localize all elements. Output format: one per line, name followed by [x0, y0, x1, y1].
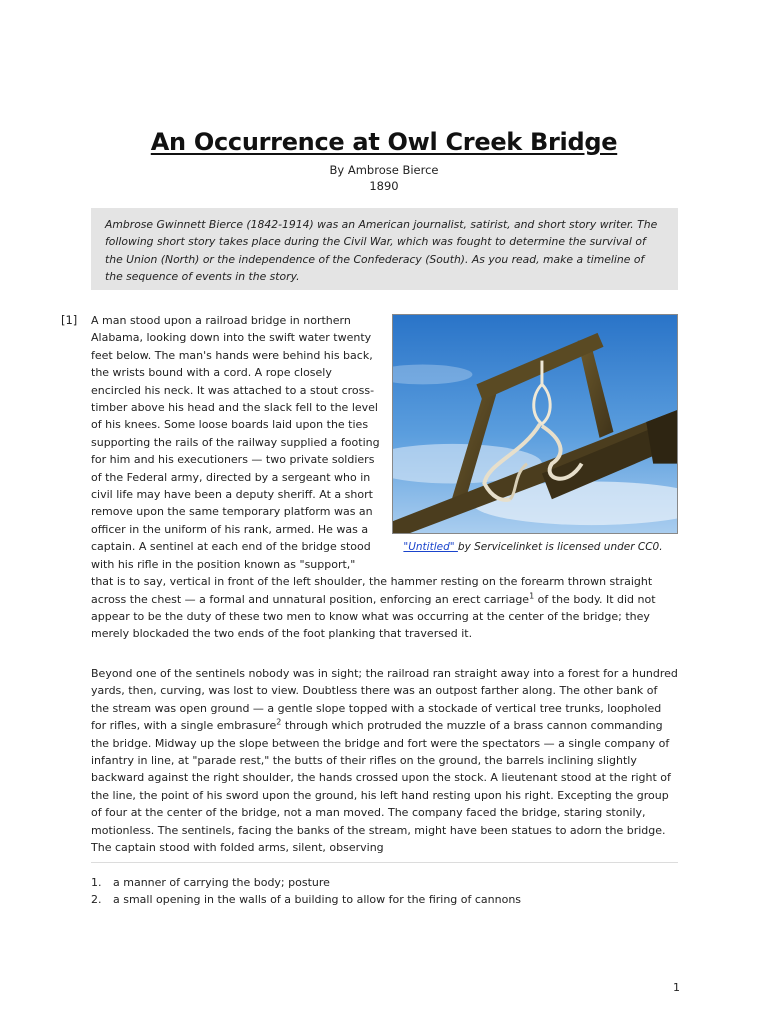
caption-link[interactable]: "Untitled" — [403, 541, 458, 553]
figure-caption — [388, 540, 678, 554]
caption-text: by Servicelinket is licensed under CC0. — [457, 541, 663, 553]
paragraph-2-text-cont: through which protruded the muzzle of a brass cannon commanding the bridge. Midway up the slope between the bridge and fort were the spectators — a single company of infantry in line, at "parade rest," the butts of their rifles on the ground, the barrels inclining slightly backward against the right shoulder, the hands crossed upon the stock. A lieutenant stood at the right of the line, the point of his sword upon the ground, his left hand resting upon his right. Excepting the group of four at the center of the bridge, not a man moved. The company faced the bridge, staring stonily, motionless. The sentinels, facing the banks of the stream, might have been statues to adorn the bridge. The captain stood with folded arms, silent, observing — [91, 719, 671, 855]
gallows-photo — [392, 314, 678, 534]
footnote-ref-1: 1 — [529, 590, 535, 600]
footnote-item — [91, 891, 678, 908]
paragraph-1-text-cont: of the body. It did not appear to be the duty of these two men to know what was occurring at the center of the bridge; they merely blockaded the two ends of the foot planking that traversed it. — [91, 592, 656, 641]
footnote-text: a small opening in the walls of a building to allow for the firing of cannons — [113, 893, 522, 906]
footnote-ref-2: 2 — [276, 717, 282, 727]
story-paragraph-2 — [91, 665, 678, 856]
author-byline: By Ambrose Bierce — [329, 163, 439, 177]
footnote-item — [91, 874, 678, 891]
paragraph-1-text: A man stood upon a railroad bridge in northern Alabama, looking down into the swift water twenty feet below. The man's hands were behind his back, the wrists bound with a cord. A rope closely encircled his neck. It was attached to a stout cross-timber above his head and the slack fell to the level of his knees. Some loose boards laid upon the ties supporting the rails of the railway supplied a footing for him and his executioners — two private soldiers of the Federal army, directed by a sergeant who in civil life may have been a deputy sheriff. At a short remove upon the same temporary platform was an officer in the uniform of his rank, armed. He was a captain. A sentinel at each end of the bridge stood with his rifle in the position known as "support," that is to say, vertical in front of the left shoulder, the hammer resting on the forearm thrown straight across the chest — a formal and unnatural position, enforcing an erect carriage — [91, 314, 653, 606]
figure — [388, 312, 678, 557]
page-number: 1 — [673, 981, 680, 994]
paragraph-2-text: Beyond one of the sentinels nobody was in sight; the railroad ran straight away into a forest for a hundred yards, then, curving, was lost to view. Doubtless there was an outpost farther along. The other bank of the stream was open ground — a gentle slope topped with a stockade of vertical tree trunks, loopholed for rifles, with a single embrasure — [91, 667, 678, 733]
publication-year: 1890 — [369, 179, 399, 193]
footnote-number: 1. — [91, 876, 102, 889]
footnote-divider — [91, 862, 678, 863]
footnote-number: 2. — [91, 893, 102, 906]
document-title: An Occurrence at Owl Creek Bridge — [150, 128, 618, 156]
story-paragraph-1 — [91, 312, 678, 643]
footnotes-list — [91, 874, 678, 908]
footnote-text: a manner of carrying the body; posture — [113, 876, 330, 889]
paragraph-number: [1] — [61, 313, 78, 327]
intro-box: Ambrose Gwinnett Bierce (1842-1914) was an American journalist, satirist, and short story writer. The following short story takes place during the Civil War, which was fought to determine the survival of the Union (North) or the independence of the Confederacy (South). As you read, make a timeline of the sequence of events in the story. — [91, 208, 678, 290]
